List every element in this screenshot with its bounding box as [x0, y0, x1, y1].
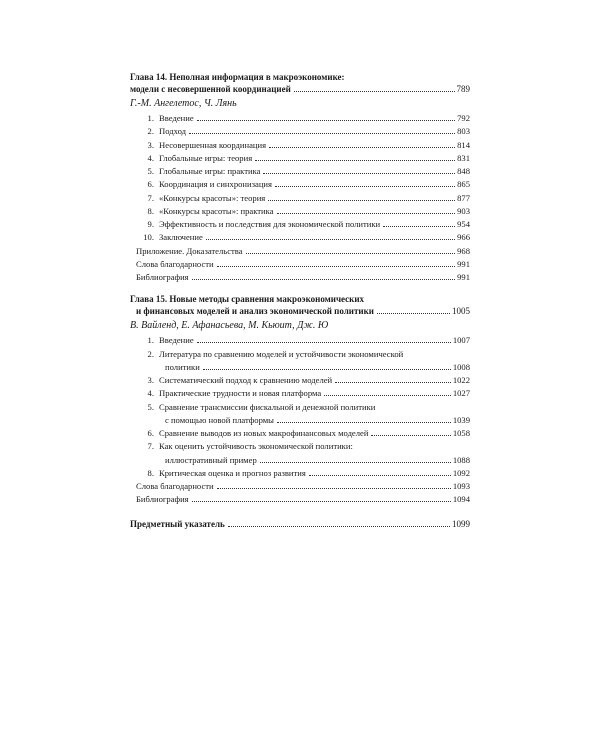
section-number: 6.: [147, 179, 154, 190]
page-number: 1088: [452, 454, 470, 465]
section-number: 4.: [147, 388, 154, 399]
page-number: 1092: [452, 467, 470, 478]
section-number: 9.: [147, 219, 154, 229]
page-number: 1094: [452, 494, 470, 505]
page-number: 789: [456, 84, 470, 94]
dot-leader: [277, 213, 456, 214]
toc-entry[interactable]: [130, 361, 470, 374]
toc-entry[interactable]: [130, 334, 470, 347]
section-title: Эффективность и последствия для экономической политики: [159, 219, 381, 229]
page-number: 1007: [452, 335, 470, 346]
toc-entry[interactable]: [130, 205, 470, 218]
entry-title: Слова благодарности: [136, 481, 214, 491]
toc-entry[interactable]: [130, 374, 470, 387]
chapter-14-title-line2[interactable]: [130, 83, 470, 95]
chapter-14: [130, 71, 470, 284]
toc-entry[interactable]: [130, 231, 470, 244]
section-title-cont: иллюстративный пример: [165, 454, 257, 465]
section-title: Глобальные игры: теория: [159, 152, 253, 163]
page-number: 1027: [452, 388, 470, 399]
dot-leader: [255, 160, 455, 161]
chapter-title-text: модели с несовершенной координацией: [130, 84, 291, 94]
section-title: Подход: [159, 126, 187, 137]
section-title: Сравнение трансмиссии фискальной и денежной политики: [159, 401, 376, 412]
page-number: 954: [457, 219, 470, 229]
toc-entry-line1[interactable]: [130, 348, 470, 361]
dot-leader: [197, 342, 451, 343]
page-number: 903: [457, 205, 470, 216]
section-title: Литература по сравнению моделей и устойчивости экономической: [159, 348, 404, 359]
section-number: 5.: [147, 401, 154, 412]
section-number: 8.: [147, 205, 154, 216]
toc-entry-line1[interactable]: [130, 401, 470, 414]
section-title: Систематический подход к сравнению моделей: [159, 375, 333, 385]
page-number: 991: [457, 258, 470, 269]
section-number: 5.: [147, 166, 154, 176]
toc-entry[interactable]: [130, 427, 470, 440]
section-number: 2.: [147, 126, 154, 137]
page-number: 1008: [452, 361, 470, 372]
section-title: Глобальные игры: практика: [159, 166, 261, 176]
section-title: Несовершенная координация: [159, 139, 267, 150]
chapter-15-title[interactable]: Глава 15. Новые методы сравнения макроэкономических: [130, 294, 365, 305]
toc-entry[interactable]: [130, 139, 470, 152]
dot-leader: [189, 133, 455, 134]
dot-leader: [228, 526, 450, 527]
page-number: 831: [457, 152, 470, 163]
dot-leader: [269, 147, 455, 148]
page-number: 1099: [452, 518, 470, 529]
page-number: 968: [457, 245, 470, 256]
toc-entry[interactable]: [130, 414, 470, 427]
section-title-cont: с помощью новой платформы: [165, 414, 274, 425]
toc-entry[interactable]: [130, 245, 470, 258]
toc-entry[interactable]: [130, 125, 470, 138]
entry-title: Библиография: [136, 494, 189, 505]
section-title: «Конкурсы красоты»: теория: [159, 192, 266, 203]
toc-entry[interactable]: [130, 165, 470, 178]
section-title-cont: политики: [165, 361, 200, 372]
section-title: Введение: [159, 113, 194, 123]
chapter-15-title-line2[interactable]: [130, 305, 470, 317]
toc-entry[interactable]: [130, 467, 470, 480]
page-number: 1058: [452, 428, 470, 438]
chapter-15: [130, 293, 470, 506]
chapter-14-title[interactable]: Глава 14. Неполная информация в макроэкономике:: [130, 72, 345, 82]
page-number: 1005: [452, 306, 470, 317]
section-number: 3.: [147, 375, 154, 385]
toc-entry[interactable]: [130, 493, 470, 506]
page-number: 848: [457, 166, 470, 176]
entry-title: Библиография: [136, 272, 189, 282]
dot-leader: [383, 226, 455, 227]
dot-leader: [377, 313, 450, 314]
dot-leader: [246, 253, 456, 254]
dot-leader: [277, 422, 451, 423]
page-number: 1022: [452, 375, 470, 385]
dot-leader: [294, 91, 455, 92]
entry-title: Приложение. Доказательства: [136, 245, 243, 256]
section-number: 7.: [147, 192, 154, 203]
section-title: Координация и синхронизация: [159, 179, 272, 190]
subject-index-title: Предметный указатель: [130, 518, 225, 529]
toc-entry[interactable]: [130, 152, 470, 165]
dot-leader: [309, 475, 451, 476]
section-title: Практические трудности и новая платформа: [159, 388, 322, 399]
dot-leader: [268, 200, 455, 201]
page-number: 1039: [452, 414, 470, 425]
section-number: 1.: [147, 335, 154, 346]
section-number: 10.: [143, 232, 154, 243]
dot-leader: [263, 173, 455, 174]
dot-leader: [260, 462, 451, 463]
dot-leader: [192, 501, 451, 502]
toc-entry[interactable]: [130, 112, 470, 125]
subject-index-entry[interactable]: [130, 518, 470, 530]
section-number: 4.: [147, 152, 154, 163]
section-title: Заключение: [159, 232, 203, 243]
toc-entry[interactable]: [130, 178, 470, 191]
toc-entry-line1[interactable]: [130, 440, 470, 453]
section-number: 2.: [147, 348, 154, 359]
toc-entry[interactable]: [130, 218, 470, 231]
toc-entry[interactable]: [130, 258, 470, 271]
section-title: Как оценить устойчивость экономической политики:: [159, 441, 353, 452]
section-number: 6.: [147, 428, 154, 438]
toc-entry[interactable]: [130, 454, 470, 467]
toc-entry[interactable]: [130, 480, 470, 493]
section-number: 3.: [147, 139, 154, 150]
page-number: 865: [457, 179, 470, 190]
section-number: 1.: [147, 113, 154, 123]
table-of-contents: [130, 71, 470, 530]
dot-leader: [335, 382, 451, 383]
section-title: Введение: [159, 335, 194, 346]
toc-entry[interactable]: [130, 387, 470, 400]
page-number: 877: [457, 192, 470, 203]
page-number: 966: [457, 232, 470, 243]
toc-entry[interactable]: [130, 192, 470, 205]
dot-leader: [217, 266, 456, 267]
chapter-14-authors: Г.-М. Ангелетос, Ч. Лянь: [130, 98, 237, 109]
page-number: 792: [457, 113, 470, 123]
toc-entry[interactable]: [130, 271, 470, 284]
dot-leader: [206, 239, 455, 240]
chapter-title-text: и финансовых моделей и анализ экономической политики: [136, 306, 374, 317]
dot-leader: [203, 369, 451, 370]
page-number: 991: [457, 272, 470, 282]
entry-title: Слова благодарности: [136, 258, 214, 269]
page-number: 1093: [452, 481, 470, 491]
page-number: 814: [457, 139, 470, 150]
section-title: «Конкурсы красоты»: практика: [159, 205, 274, 216]
dot-leader: [217, 488, 451, 489]
page-number: 803: [457, 126, 470, 137]
dot-leader: [275, 186, 455, 187]
dot-leader: [192, 279, 455, 280]
section-title: Сравнение выводов из новых макрофинансовых моделей: [159, 428, 369, 438]
section-title: Критическая оценка и прогноз развития: [159, 467, 306, 478]
section-number: 8.: [147, 467, 154, 478]
dot-leader: [197, 120, 455, 121]
dot-leader: [324, 395, 451, 396]
chapter-15-authors: В. Вайленд, Е. Афанасьева, М. Кьюит, Дж. Ю: [130, 320, 329, 332]
section-number: 7.: [147, 441, 154, 452]
dot-leader: [371, 435, 450, 436]
